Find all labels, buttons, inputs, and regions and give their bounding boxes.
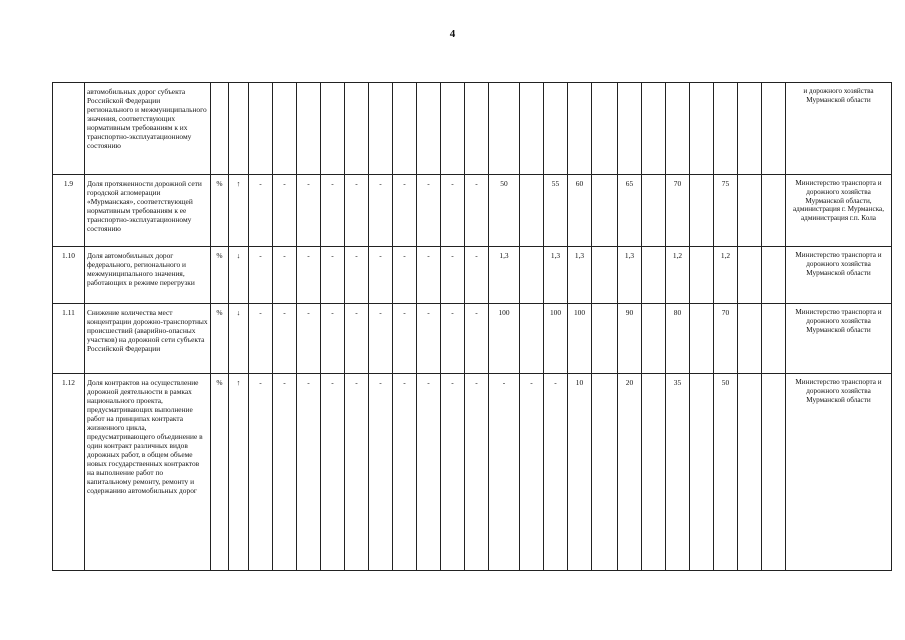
value-cell: -: [520, 374, 544, 571]
value-cell: -: [321, 374, 345, 571]
value-cell: -: [465, 374, 489, 571]
unit-cell: %: [211, 247, 229, 304]
value-cell: 70: [666, 175, 690, 247]
trend-arrow: ↓: [229, 247, 249, 304]
responsible-cell: Министерство транспорта и дорожного хозяйства Мурманской области: [786, 374, 892, 571]
unit-cell: %: [211, 175, 229, 247]
value-cell: 55: [544, 175, 568, 247]
responsible-cell: и дорожного хозяйства Мурманской области: [786, 83, 892, 175]
value-cell: [592, 247, 618, 304]
value-cell: -: [393, 374, 417, 571]
value-cell: 1,2: [714, 247, 738, 304]
value-cell: [393, 83, 417, 175]
indicators-table: [52, 82, 892, 571]
value-cell: -: [465, 175, 489, 247]
value-cell: -: [345, 247, 369, 304]
value-cell: 50: [489, 175, 520, 247]
row-number: [53, 83, 85, 175]
value-cell: [592, 374, 618, 571]
trend-arrow: ↓: [229, 304, 249, 374]
value-cell: [762, 304, 786, 374]
value-cell: 1,3: [544, 247, 568, 304]
trend-arrow: ↑: [229, 374, 249, 571]
trend-arrow: ↑: [229, 175, 249, 247]
value-cell: [738, 374, 762, 571]
value-cell: -: [393, 175, 417, 247]
value-cell: -: [441, 247, 465, 304]
value-cell: [297, 83, 321, 175]
value-cell: -: [321, 247, 345, 304]
value-cell: [738, 175, 762, 247]
value-cell: 1,3: [489, 247, 520, 304]
value-cell: -: [297, 304, 321, 374]
value-cell: -: [345, 374, 369, 571]
value-cell: [568, 83, 592, 175]
value-cell: -: [417, 175, 441, 247]
value-cell: -: [249, 247, 273, 304]
value-cell: 75: [714, 175, 738, 247]
value-cell: -: [489, 374, 520, 571]
unit-cell: [211, 83, 229, 175]
value-cell: [441, 83, 465, 175]
value-cell: [592, 175, 618, 247]
value-cell: [489, 83, 520, 175]
value-cell: 50: [714, 374, 738, 571]
unit-cell: %: [211, 304, 229, 374]
value-cell: -: [441, 175, 465, 247]
page-number: 4: [449, 28, 456, 40]
value-cell: 60: [568, 175, 592, 247]
value-cell: [544, 83, 568, 175]
value-cell: -: [393, 304, 417, 374]
responsible-cell: Министерство транспорта и дорожного хозяйства Мурманской области: [786, 304, 892, 374]
value-cell: [465, 83, 489, 175]
value-cell: -: [417, 374, 441, 571]
indicator-name: Снижение количества мест концентрации дорожно-транспортных происшествий (аварийно-опасных участков) на дорожной сети субъекта Российской Федерации: [85, 304, 211, 374]
value-cell: -: [345, 175, 369, 247]
value-cell: -: [321, 304, 345, 374]
value-cell: -: [369, 175, 393, 247]
table-row: [53, 175, 892, 247]
value-cell: -: [249, 175, 273, 247]
value-cell: [714, 83, 738, 175]
value-cell: -: [345, 304, 369, 374]
value-cell: -: [273, 175, 297, 247]
value-cell: [642, 175, 666, 247]
value-cell: 1,2: [666, 247, 690, 304]
value-cell: -: [273, 247, 297, 304]
value-cell: 90: [618, 304, 642, 374]
value-cell: [273, 83, 297, 175]
value-cell: [762, 175, 786, 247]
value-cell: [738, 247, 762, 304]
value-cell: [642, 374, 666, 571]
value-cell: [642, 247, 666, 304]
value-cell: [345, 83, 369, 175]
value-cell: 100: [568, 304, 592, 374]
value-cell: -: [544, 374, 568, 571]
value-cell: -: [321, 175, 345, 247]
value-cell: [592, 304, 618, 374]
value-cell: 20: [618, 374, 642, 571]
value-cell: 100: [544, 304, 568, 374]
value-cell: -: [297, 247, 321, 304]
value-cell: [666, 83, 690, 175]
value-cell: [690, 83, 714, 175]
value-cell: [520, 175, 544, 247]
value-cell: -: [369, 374, 393, 571]
value-cell: [738, 304, 762, 374]
value-cell: [690, 374, 714, 571]
value-cell: -: [417, 304, 441, 374]
table-row: [53, 374, 892, 571]
value-cell: -: [273, 304, 297, 374]
row-number: 1.12: [53, 374, 85, 571]
table-row: [53, 247, 892, 304]
value-cell: -: [369, 304, 393, 374]
value-cell: [762, 374, 786, 571]
value-cell: [249, 83, 273, 175]
value-cell: -: [465, 247, 489, 304]
indicator-name: Доля автомобильных дорог федерального, регионального и межмуниципального значения, работающих в режиме перегрузки: [85, 247, 211, 304]
value-cell: [618, 83, 642, 175]
value-cell: [642, 83, 666, 175]
value-cell: [592, 83, 618, 175]
value-cell: -: [297, 374, 321, 571]
trend-arrow: [229, 83, 249, 175]
value-cell: [520, 247, 544, 304]
value-cell: 100: [489, 304, 520, 374]
value-cell: 65: [618, 175, 642, 247]
indicator-name: Доля контрактов на осуществление дорожной деятельности в рамках национального проекта, предусматривающих выполнение работ на принципах контракта жизненного цикла, предусматривающего объединение в один контракт различных видов дорожных работ, в общем объеме новых государственных контрактов на выполнение работ по капитальному ремонту, ремонту и содержанию автомобильных дорог: [85, 374, 211, 571]
indicator-name: Доля протяженности дорожной сети городской агломерации «Мурманская», соответствующей нормативным требованиям к ее транспортно-эксплуатационному состоянию: [85, 175, 211, 247]
value-cell: -: [369, 247, 393, 304]
value-cell: -: [273, 374, 297, 571]
value-cell: -: [249, 304, 273, 374]
indicator-name: автомобильных дорог субъекта Российской Федерации регионального и межмуниципального значения, соответствующих нормативным требованиям к их транспортно-эксплуатационному состоянию: [85, 83, 211, 175]
value-cell: -: [441, 374, 465, 571]
value-cell: -: [441, 304, 465, 374]
value-cell: [520, 304, 544, 374]
value-cell: -: [393, 247, 417, 304]
value-cell: -: [417, 247, 441, 304]
value-cell: -: [465, 304, 489, 374]
value-cell: [369, 83, 393, 175]
value-cell: -: [249, 374, 273, 571]
value-cell: [520, 83, 544, 175]
value-cell: [690, 247, 714, 304]
value-cell: -: [297, 175, 321, 247]
value-cell: [417, 83, 441, 175]
value-cell: [642, 304, 666, 374]
value-cell: [690, 304, 714, 374]
table-row: [53, 83, 892, 175]
row-number: 1.11: [53, 304, 85, 374]
value-cell: [762, 83, 786, 175]
value-cell: [321, 83, 345, 175]
value-cell: [762, 247, 786, 304]
unit-cell: %: [211, 374, 229, 571]
value-cell: 80: [666, 304, 690, 374]
value-cell: 1,3: [618, 247, 642, 304]
row-number: 1.10: [53, 247, 85, 304]
value-cell: 70: [714, 304, 738, 374]
value-cell: 10: [568, 374, 592, 571]
value-cell: 35: [666, 374, 690, 571]
responsible-cell: Министерство транспорта и дорожного хозяйства Мурманской области, администрация г. Мурманска, администрация г.п. Кола: [786, 175, 892, 247]
value-cell: [738, 83, 762, 175]
responsible-cell: Министерство транспорта и дорожного хозяйства Мурманской области: [786, 247, 892, 304]
row-number: 1.9: [53, 175, 85, 247]
value-cell: 1,3: [568, 247, 592, 304]
table-row: [53, 304, 892, 374]
value-cell: [690, 175, 714, 247]
